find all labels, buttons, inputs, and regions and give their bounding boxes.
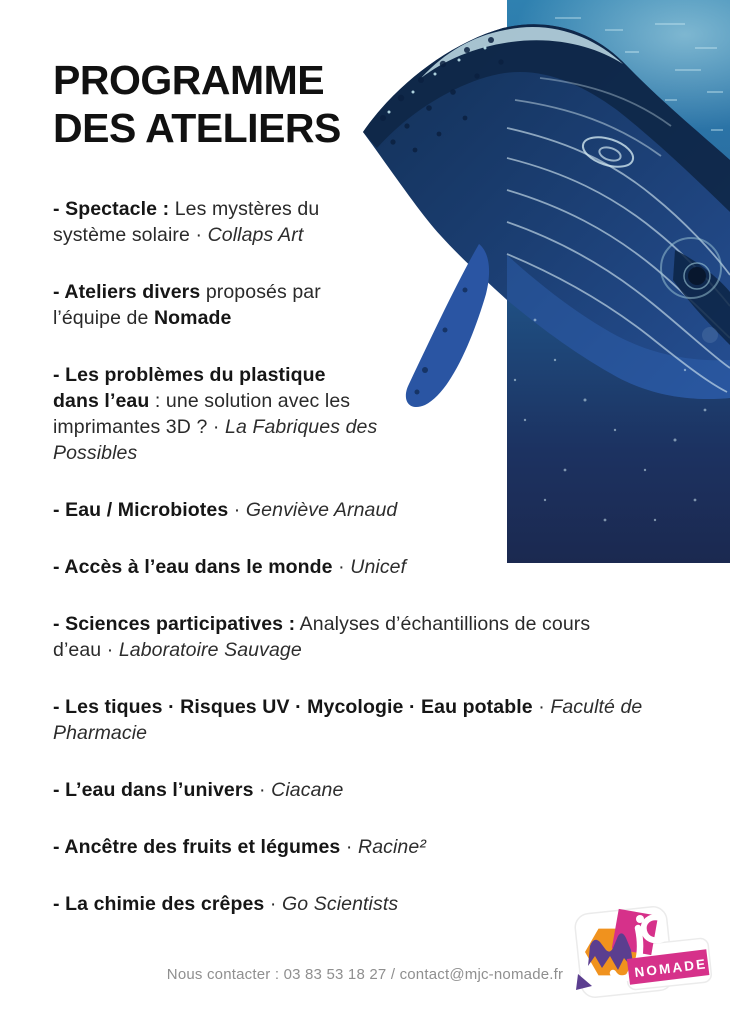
workshop-item bbox=[53, 611, 713, 663]
workshop-host: Racine² bbox=[358, 836, 426, 858]
workshop-name: dans l’eau bbox=[53, 390, 150, 412]
workshop-text: proposés par bbox=[200, 281, 321, 303]
workshop-host: Possibles bbox=[53, 442, 138, 464]
workshop-name: - Spectacle : bbox=[53, 198, 170, 220]
workshop-name: - Ateliers divers bbox=[53, 281, 201, 303]
workshop-host: Genviève Arnaud bbox=[245, 499, 398, 521]
workshop-host: Pharmacie bbox=[53, 722, 148, 744]
workshop-host: Laboratoire Sauvage bbox=[118, 639, 302, 661]
workshop-name: - Sciences participatives : bbox=[53, 613, 296, 635]
mjc-nomade-logo bbox=[568, 898, 714, 1006]
workshop-host: La Fabriques des bbox=[225, 416, 378, 438]
workshop-name: - Accès à l’eau dans le monde bbox=[53, 556, 333, 578]
separator-dot: · bbox=[253, 779, 272, 801]
workshop-host: Unicef bbox=[350, 556, 407, 578]
separator-dot: · bbox=[264, 893, 283, 915]
contact-line: Nous contacter : 03 83 53 18 27 / contact@mjc-nomade.fr bbox=[166, 966, 564, 983]
workshop-text: Les mystères du bbox=[169, 198, 320, 220]
workshop-text: : une solution avec les bbox=[149, 390, 351, 412]
logo-nomade-text: NOMADE bbox=[633, 956, 709, 981]
workshop-item bbox=[53, 196, 713, 248]
workshop-text: imprimantes 3D ? · bbox=[53, 416, 226, 438]
workshop-text: d’eau · bbox=[53, 639, 119, 661]
workshop-item bbox=[53, 279, 713, 331]
workshop-host: Ciacane bbox=[271, 779, 344, 801]
separator-dot: · bbox=[532, 696, 551, 718]
page-title-line1: PROGRAMME bbox=[53, 57, 325, 103]
workshop-item bbox=[53, 554, 713, 580]
workshop-text: système solaire · bbox=[53, 224, 208, 246]
workshop-item bbox=[53, 834, 713, 860]
separator-dot: · bbox=[332, 556, 351, 578]
page-title-line2: DES ATELIERS bbox=[53, 105, 341, 151]
workshop-name: - Les problèmes du plastique bbox=[53, 364, 326, 386]
workshop-text: Analyses d’échantillions de cours bbox=[295, 613, 591, 635]
workshop-host: Faculté de bbox=[550, 696, 643, 718]
workshop-text: l’équipe de bbox=[53, 307, 154, 329]
workshop-name: - Les tiques · Risques UV · Mycologie · Eau potable bbox=[53, 696, 533, 718]
workshop-item bbox=[53, 694, 713, 746]
program-content bbox=[53, 56, 713, 948]
workshop-name: - La chimie des crêpes bbox=[53, 893, 265, 915]
workshop-host: Go Scientists bbox=[282, 893, 399, 915]
workshop-host: Nomade bbox=[153, 307, 232, 329]
workshop-item bbox=[53, 497, 713, 523]
workshop-name: - L’eau dans l’univers bbox=[53, 779, 254, 801]
separator-dot: · bbox=[340, 836, 359, 858]
page-title bbox=[53, 56, 713, 152]
workshop-host: Collaps Art bbox=[207, 224, 304, 246]
workshop-name: - Ancêtre des fruits et légumes bbox=[53, 836, 341, 858]
workshop-item bbox=[53, 362, 713, 466]
workshop-item bbox=[53, 777, 713, 803]
workshop-name: - Eau / Microbiotes bbox=[53, 499, 229, 521]
separator-dot: · bbox=[228, 499, 246, 521]
